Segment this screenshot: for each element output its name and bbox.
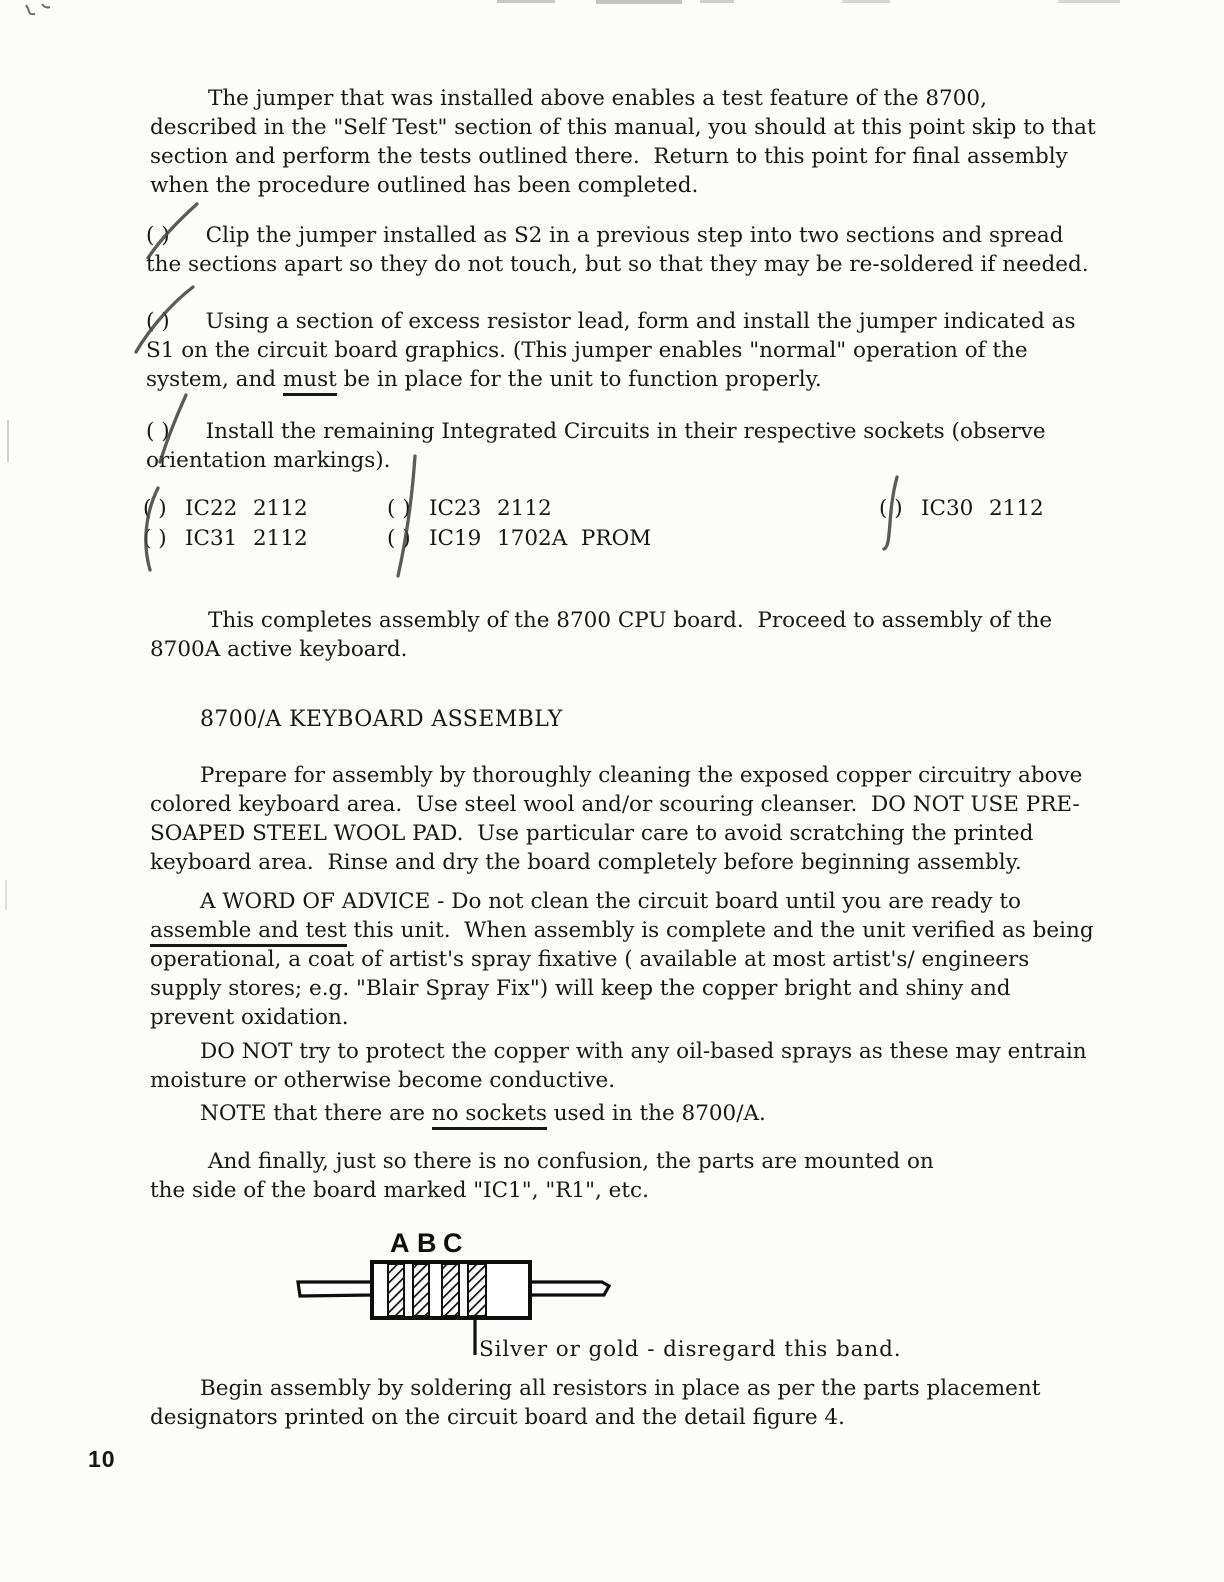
do-not-paragraph: DO NOT try to protect the copper with any oil-based sprays as these may entrain moisture or otherwise become conductive. (150, 1039, 1094, 1093)
band-label-c: C (443, 1228, 463, 1258)
ic-row (387, 496, 651, 526)
note-line (150, 1099, 1100, 1128)
checkbox-marker: ( ) (387, 526, 411, 551)
resistor-band-b (413, 1264, 429, 1316)
checklist-item-text: be in place for the unit to function properly. (336, 367, 822, 392)
ic-designator: IC19 (429, 526, 482, 551)
advice-text: A WORD OF ADVICE - Do not clean the circuit board until you are ready to (200, 889, 1028, 914)
finally-paragraph: And finally, just so there is no confusion, the parts are mounted on the side of the board marked "IC1", "R1", etc. (150, 1149, 941, 1203)
note-text: used in the 8700/A. (546, 1101, 766, 1126)
ic-row (387, 526, 651, 556)
page-number: 10 (88, 1446, 116, 1472)
checkbox-marker: ( ) (146, 223, 170, 248)
ic-row (879, 496, 1044, 526)
checklist-item-text: Using a section of excess resistor lead, form and install the jumper indicated as S1 on the circuit board graphics. (This jumper enables "normal" operation of the system, and (146, 309, 1083, 392)
checkbox-marker: ( ) (879, 496, 903, 521)
checkbox-marker: ( ) (387, 496, 411, 521)
resistor-band-c (442, 1264, 459, 1316)
figure-caption: Silver or gold - disregard this band. (479, 1337, 902, 1362)
note-text: NOTE that there are (200, 1101, 432, 1126)
ic-row (143, 526, 308, 556)
section-heading: 8700/A KEYBOARD ASSEMBLY (200, 707, 563, 732)
resistor-band-tolerance (468, 1264, 486, 1316)
ic-part-number: 2112 (253, 526, 308, 551)
ic-part-number: 2112 (253, 496, 308, 521)
ic-designator: IC30 (921, 496, 974, 521)
ic-list-column-2 (387, 496, 651, 556)
checklist-item-clip-jumper (146, 221, 1098, 279)
checkbox-marker: ( ) (146, 309, 170, 334)
resistor-band-a (388, 1264, 404, 1316)
band-label-b: B (417, 1228, 437, 1258)
ic-part-number: 2112 (497, 496, 552, 521)
intro-paragraph: The jumper that was installed above enables a test feature of the 8700, described in the "Self Test" section of this manual, you should at this point skip to that section and perform the tests outlined there. Return to this point for final assembly when the procedure outlined has been completed. (150, 86, 1103, 198)
ic-designator: IC22 (185, 496, 238, 521)
ic-designator: IC31 (185, 526, 238, 551)
ic-row (143, 496, 308, 526)
checklist-item-text: Clip the jumper installed as S2 in a previous step into two sections and spread the sections apart so they do not touch, but so that they may be re-soldered if needed. (146, 223, 1089, 277)
checkbox-marker: ( ) (143, 496, 167, 521)
resistor-lead-right (530, 1282, 609, 1295)
ic-part-number: 2112 (989, 496, 1044, 521)
checklist-item-text: Install the remaining Integrated Circuits in their respective sockets (observe orientation markings). (146, 419, 1053, 473)
checkbox-marker: ( ) (143, 526, 167, 551)
band-label-a: A (390, 1228, 410, 1258)
advice-text: this unit. When assembly is complete and the unit verified as being operational, a coat of artist's spray fixative ( available at most artist's/ engineers supply stores; e.g. "Blair Spray Fix") will keep the copper bright and shiny and prevent oxidation. (150, 918, 1101, 1030)
ic-designator: IC23 (429, 496, 482, 521)
ic-part-number: 1702A PROM (497, 526, 652, 551)
checklist-item-install-jumper (146, 307, 1098, 394)
checklist-item-install-ics (146, 417, 1098, 475)
ic-list-column-3 (879, 496, 1044, 526)
prepare-paragraph: Prepare for assembly by thoroughly cleaning the exposed copper circuitry above colored keyboard area. Use steel wool and/or scouring cleanser. DO NOT USE PRE-SOAPED STEEL WOOL PAD. Use particular care to avoid scratching the printed keyboard area. Rinse and dry the board completely before beginning assembly. (150, 763, 1090, 875)
resistor-lead-left (298, 1282, 372, 1296)
ic-list-column-1 (143, 496, 308, 556)
checkbox-marker: ( ) (146, 419, 170, 444)
completes-paragraph: This completes assembly of the 8700 CPU board. Proceed to assembly of the 8700A active keyboard. (150, 608, 1060, 662)
begin-paragraph: Begin assembly by soldering all resistors in place as per the parts placement designators printed on the circuit board and the detail figure 4. (150, 1376, 1048, 1430)
underlined-text: must (283, 367, 337, 396)
advice-paragraph (150, 887, 1100, 1032)
underlined-text: assemble and test (150, 918, 347, 947)
underlined-text: no sockets (432, 1101, 547, 1130)
